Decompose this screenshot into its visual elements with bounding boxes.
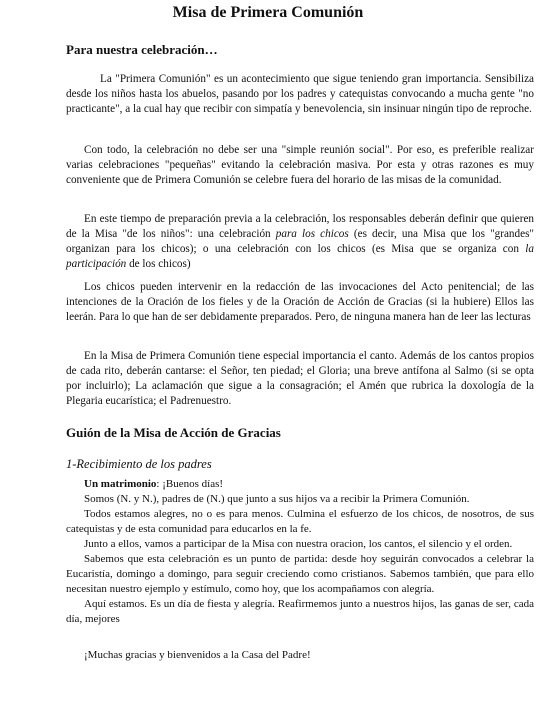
paragraph-preparacion xyxy=(66,212,534,272)
subheading-recibimiento: 1-Recibimiento de los padres xyxy=(66,457,212,471)
speaker-label: Un matrimonio xyxy=(84,478,157,490)
guion-line: ¡Muchas gracias y bienvenidos a la Casa del Padre! xyxy=(84,649,311,661)
guion-line: : ¡Buenos días! xyxy=(156,478,224,490)
paragraph-text: La "Primera Comunión" es un acontecimiento que sigue teniendo gran importancia. Sensibiliza desde los niños hasta los abuelos, pasando por los padres y catequistas convocando a mucha gente "no practicante", a la cual hay que recibir con simpatía y benevolencia, sin insinuar ningún tipo de reproche. xyxy=(66,73,534,115)
guion-line: Sabemos que esta celebración es un punto de partida: desde hoy seguirán convocados a celebrar la Eucaristía, domingo a domingo, para seguir creciendo como cristianos. Sabemos también, que para ello necesitan nuestro ejemplo y estímulo, como hoy, que los acompañamos con alegría. xyxy=(66,553,534,595)
paragraph-primera-comunion xyxy=(66,72,534,117)
paragraph-text: (es decir, una Misa que los "grandes" organizan para los chicos); o una celebración con los chicos (es Misa que se organiza con xyxy=(66,228,534,255)
guion-line: Somos (N. y N.), padres de (N.) que junto a sus hijos va a recibir la Primera Comunión. xyxy=(84,493,470,505)
paragraph-text: Los chicos pueden intervenir en la redacción de las invocaciones del Acto penitencial; de las intenciones de la Oración de los fieles y de la Oración de Acción de Gracias (si la hubiere) Ellos las leerán. Para lo que han de ser debidamente preparados. Pero, de ninguna manera han de leer las lecturas xyxy=(66,281,534,323)
guion-text xyxy=(66,477,534,627)
paragraph-canto xyxy=(66,349,534,409)
paragraph-text: En este tiempo de preparación previa a la celebración, los responsables deberán definir que quieren de la Misa "de los niños": una celebración xyxy=(66,213,534,240)
paragraph-los-chicos xyxy=(66,280,534,325)
guion-line: Todos estamos alegres, no o es para menos. Culmina el esfuerzo de los chicos, de nosotros, de sus catequistas y de esta comunidad para educarlos en la fe. xyxy=(66,508,534,535)
guion-line: Aquí estamos. Es un día de fiesta y alegría. Reafirmemos junto a nuestros hijos, las ganas de ser, cada día, mejores xyxy=(66,598,534,625)
page-title: Misa de Primera Comunión xyxy=(172,4,364,21)
paragraph-text: En la Misa de Primera Comunión tiene especial importancia el canto. Además de los cantos propios de cada rito, deberán cantarse: el Señor, ten piedad; el Gloria; una breve antífona al Salmo (si se opta por incluirlo); La aclamación que sigue a la consagración; el Amén que rubrica la doxología de la Plegaria eucarística; el Padrenuestro. xyxy=(66,350,534,407)
guion-line: Junto a ellos, vamos a participar de la Misa con nuestra oracion, los cantos, el silencio y el orden. xyxy=(84,538,513,550)
emphasis-text: para los chicos xyxy=(275,228,349,240)
emphasis-text: la participación xyxy=(66,243,534,270)
guion-closing xyxy=(66,648,534,663)
paragraph-text: Con todo, la celebración no debe ser una "simple reunión social". Por eso, es preferible realizar varias celebraciones "pequeñas" evitando la celebración masiva. Por esta y otras razones es muy conveniente que de Primera Comunión se celebre fuera del horario de las misas de la comunidad. xyxy=(66,144,534,186)
section-heading-guion: Guión de la Misa de Acción de Gracias xyxy=(66,425,281,440)
section-heading-celebracion: Para nuestra celebración… xyxy=(66,42,218,57)
paragraph-text: de los chicos) xyxy=(126,258,191,270)
paragraph-con-todo xyxy=(66,143,534,188)
